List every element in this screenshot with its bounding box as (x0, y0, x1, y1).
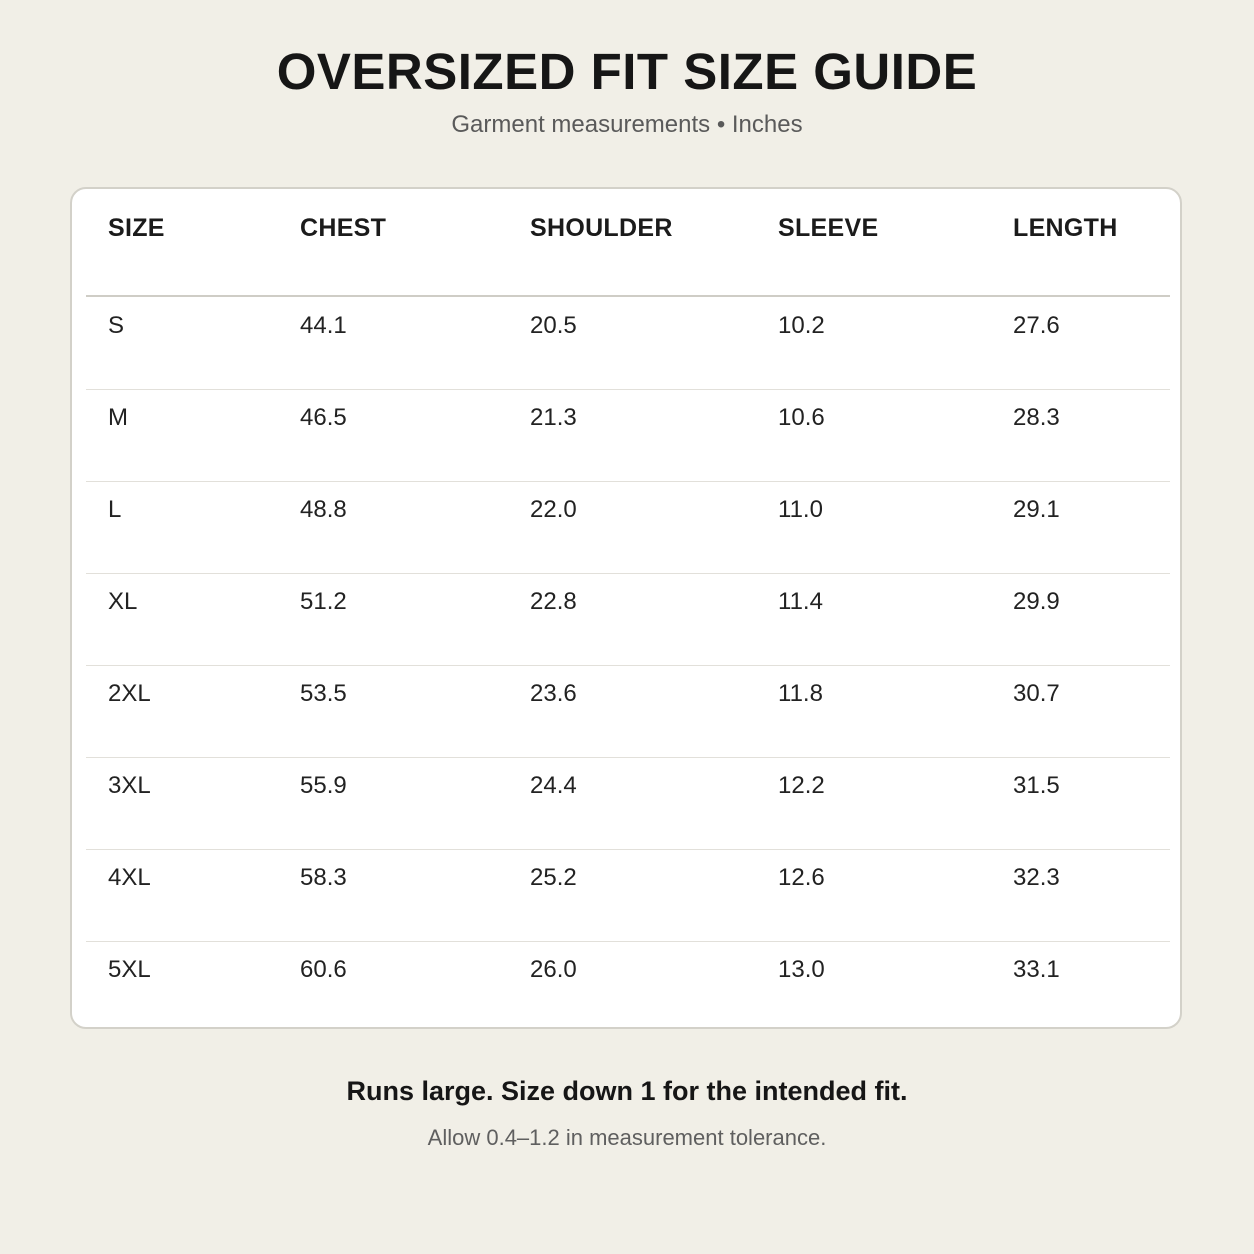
cell-length: 29.9 (1013, 588, 1060, 615)
cell-size: 2XL (108, 680, 151, 707)
cell-length: 29.1 (1013, 496, 1060, 523)
cell-shoulder: 22.8 (530, 588, 577, 615)
cell-chest: 55.9 (300, 772, 347, 799)
cell-sleeve: 11.0 (778, 496, 823, 523)
cell-size: 5XL (108, 956, 151, 983)
cell-length: 31.5 (1013, 772, 1060, 799)
header-length: LENGTH (1013, 214, 1118, 242)
cell-size: XL (108, 588, 138, 615)
cell-chest: 48.8 (300, 496, 347, 523)
cell-length: 33.1 (1013, 956, 1060, 983)
table-row (86, 665, 1170, 758)
cell-shoulder: 23.6 (530, 680, 577, 707)
tolerance-note: Allow 0.4–1.2 in measurement tolerance. (427, 1125, 827, 1150)
cell-sleeve: 11.8 (778, 680, 823, 707)
cell-chest: 58.3 (300, 864, 347, 891)
header-size: SIZE (108, 214, 165, 242)
cell-size: 4XL (108, 864, 151, 891)
page-title: OVERSIZED FIT SIZE GUIDE (276, 43, 978, 100)
cell-length: 32.3 (1013, 864, 1060, 891)
cell-length: 30.7 (1013, 680, 1060, 707)
header-sleeve: SLEEVE (778, 214, 879, 242)
table-header-row (86, 189, 1170, 297)
cell-shoulder: 25.2 (530, 864, 577, 891)
cell-size: L (108, 496, 122, 523)
size-table-card (70, 187, 1182, 1029)
cell-sleeve: 11.4 (778, 588, 823, 615)
cell-shoulder: 24.4 (530, 772, 577, 799)
header-shoulder: SHOULDER (530, 214, 673, 242)
cell-chest: 51.2 (300, 588, 347, 615)
cell-size: 3XL (108, 772, 151, 799)
cell-sleeve: 12.6 (778, 864, 825, 891)
cell-size: M (108, 404, 128, 431)
cell-chest: 44.1 (300, 312, 347, 339)
cell-sleeve: 10.2 (778, 312, 825, 339)
cell-sleeve: 10.6 (778, 404, 825, 431)
cell-chest: 60.6 (300, 956, 347, 983)
fit-note: Runs large. Size down 1 for the intended fit. (346, 1076, 908, 1106)
cell-length: 27.6 (1013, 312, 1060, 339)
cell-size: S (108, 312, 125, 339)
cell-sleeve: 12.2 (778, 772, 825, 799)
cell-shoulder: 22.0 (530, 496, 577, 523)
table-row (86, 849, 1170, 942)
table-row (86, 389, 1170, 482)
page-subtitle: Garment measurements • Inches (451, 111, 803, 138)
cell-shoulder: 20.5 (530, 312, 577, 339)
cell-sleeve: 13.0 (778, 956, 825, 983)
table-row (86, 573, 1170, 666)
cell-chest: 53.5 (300, 680, 347, 707)
table-row (86, 297, 1170, 390)
cell-shoulder: 26.0 (530, 956, 577, 983)
table-row (86, 941, 1170, 1033)
header-chest: CHEST (300, 214, 387, 242)
table-row (86, 757, 1170, 850)
cell-chest: 46.5 (300, 404, 347, 431)
table-row (86, 481, 1170, 574)
cell-length: 28.3 (1013, 404, 1060, 431)
cell-shoulder: 21.3 (530, 404, 577, 431)
